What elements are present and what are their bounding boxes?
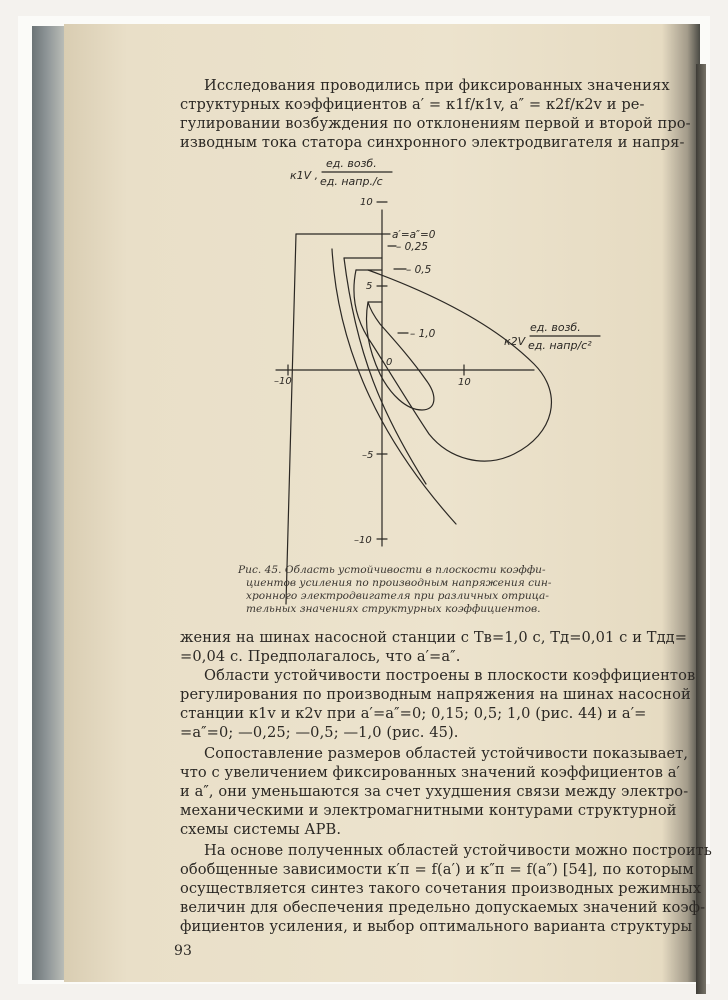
x-tick-label-minus10: –10: [274, 376, 292, 387]
x-axis-symbol: к2V ,: [504, 335, 533, 348]
text-line-1: Исследования проводились при фиксированных значениях: [204, 77, 670, 94]
y-tick-label-10: 10: [360, 197, 373, 208]
caption-line-2: циентов усиления по производным напряжения син-: [246, 577, 552, 589]
x-axis-unit-top: ед. возб.: [530, 321, 581, 334]
curve-label-025: – 0,25: [396, 241, 428, 253]
caption-line-4: тельных значениях структурных коэффициентов.: [246, 603, 541, 615]
body-line-15: величин для обеспечения предельно допускаемых значений коэф-: [180, 899, 706, 916]
caption-line-3: хронного электродвигателя при различных отрица-: [246, 590, 549, 602]
y-axis-unit-bottom: ед. напр./с: [320, 175, 383, 188]
body-line-11: схемы системы АРВ.: [180, 821, 342, 838]
boundary-left-a0: [286, 234, 296, 604]
body-line-6: =a″=0; —0,25; —0,5; —1,0 (рис. 45).: [180, 724, 459, 741]
book-spine: [32, 26, 64, 980]
page-number: 93: [174, 943, 193, 959]
x-tick-label-10: 10: [458, 377, 471, 388]
y-tick-label-minus5: –5: [362, 450, 374, 461]
body-line-9: и a″, они уменьшаются за счет ухудшения связи между электро-: [180, 783, 689, 800]
y-tick-label-minus10: –10: [354, 535, 372, 546]
y-axis-symbol: к1V ,: [290, 169, 319, 182]
stability-diagram: [64, 24, 700, 624]
body-line-8: что с увеличением фиксированных значений коэффициентов a′: [180, 764, 680, 781]
body-line-10: механическими и электромагнитными контурами структурной: [180, 802, 677, 819]
boundary-curve-a0: [332, 249, 456, 524]
stability-region-10: [367, 302, 434, 410]
text-line-4: изводным тока статора синхронного электродвигателя и напря-: [180, 134, 685, 151]
body-line-2: =0,04 с. Предполагалось, что a′=a″.: [180, 648, 461, 665]
caption-line-1: Рис. 45. Область устойчивости в плоскости коэффи-: [238, 564, 546, 576]
stability-region-05: [354, 270, 551, 461]
body-line-13: обобщенные зависимости к′п = f(a′) и к″п = f(a″) [54], по которым: [180, 861, 694, 878]
body-line-4: регулирования по производным напряжения на шинах насосной: [180, 686, 691, 703]
boundary-curve-025: [344, 258, 426, 484]
curve-label-10: – 1,0: [410, 328, 436, 340]
x-axis-unit-bottom: ед. напр/с²: [528, 339, 592, 352]
y-tick-label-5: 5: [366, 281, 373, 292]
body-line-1: жения на шинах насосной станции с Tв=1,0 с, Tд=0,01 с и Tдд=: [180, 629, 688, 646]
text-line-3: гулировании возбуждения по отклонениям первой и второй про-: [180, 115, 691, 132]
body-line-16: фициентов усиления, и выбор оптимального варианта структуры: [180, 918, 693, 935]
y-axis-unit-top: ед. возб.: [326, 157, 377, 170]
body-line-12: На основе полученных областей устойчивости можно построить: [204, 842, 712, 859]
body-line-7: Сопоставление размеров областей устойчивости показывает,: [204, 745, 689, 762]
text-line-2: структурных коэффициентов a′ = к1f/к1v, a″ = к2f/к2v и ре-: [180, 96, 645, 113]
x-tick-label-0: 0: [386, 357, 393, 368]
curve-label-05: – 0,5: [406, 264, 432, 276]
body-line-3: Области устойчивости построены в плоскости коэффициентов: [204, 667, 696, 684]
body-line-5: станции к1v и к2v при a′=a″=0; 0,15; 0,5; 1,0 (рис. 44) и a′=: [180, 705, 647, 722]
book-page: [64, 24, 712, 982]
curve-label-0: a′=a″=0: [392, 229, 436, 241]
body-line-14: осуществляется синтез такого сочетания производных режимных: [180, 880, 702, 897]
